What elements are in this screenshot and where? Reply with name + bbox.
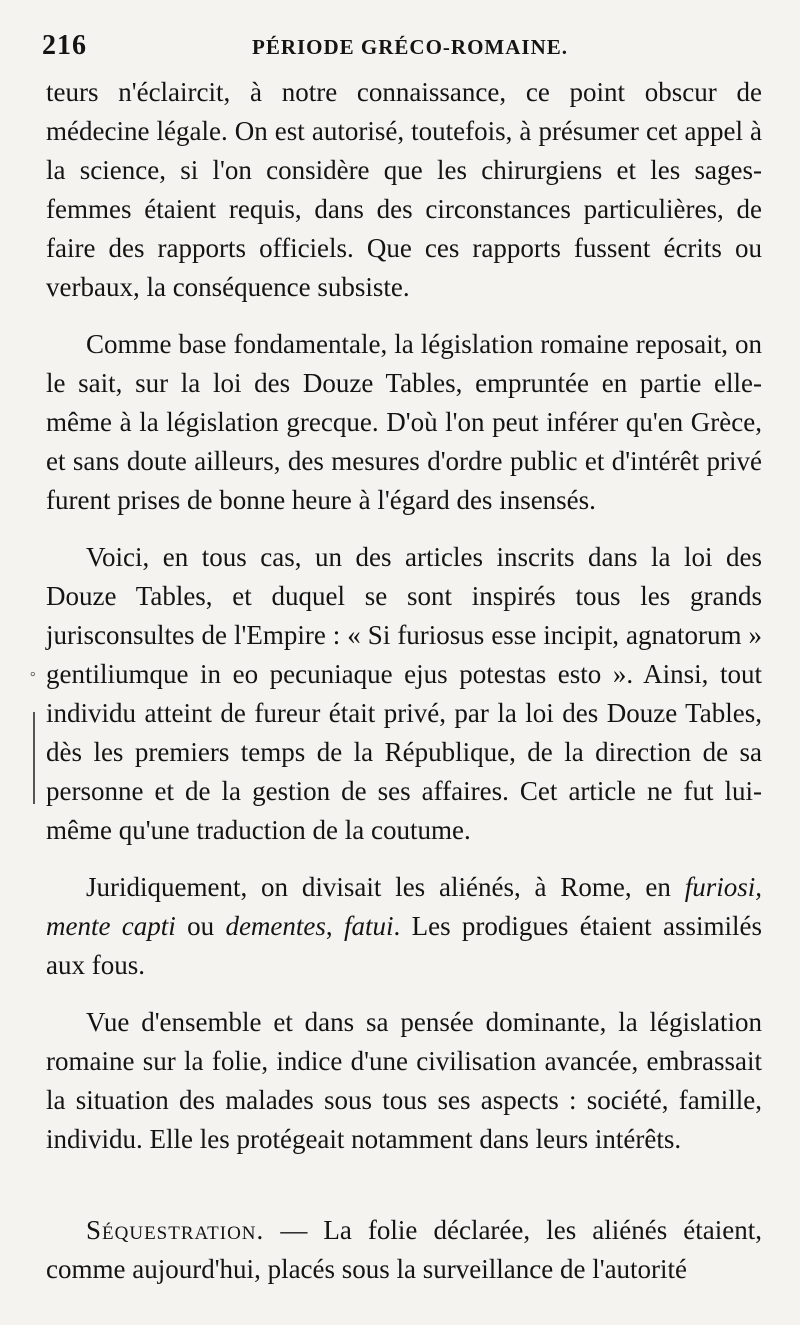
paragraph-sequestration — [46, 1211, 762, 1289]
page-number: 216 — [42, 30, 87, 61]
paragraph-text: Voici, en tous cas, un des articles inscrits dans la loi des Douze Tables, et duquel se sont inspirés tous les grands jurisconsultes de l'Empire : « Si furiosus esse incipit, agnatorum » gentiliumque in eo pecuniaque ejus potestas esto ». Ainsi, tout individu atteint de fureur était privé, par la loi des Douze Tables, dès les premiers temps de la République, de la direction de sa personne et de la gestion de ses affaires. Cet article ne fut lui-même qu'une traduction de la coutume. — [46, 542, 762, 845]
paragraph-text: Vue d'ensemble et dans sa pensée dominante, la législation romaine sur la folie, indice d'une civilisation avancée, embrassait la situation des malades sous tous ses aspects : société, famille, individu. Elle les protégeait notamment dans leurs intérêts. — [46, 1007, 762, 1154]
latin-term: furiosi, mente capti — [46, 872, 762, 941]
section-heading: Séquestration. — [86, 1215, 265, 1245]
margin-mark: ° — [30, 670, 36, 685]
paragraph-juridiquement — [46, 868, 762, 985]
paragraph-text: Comme base fondamentale, la législation romaine reposait, on le sait, sur la loi des Douze Tables, empruntée en partie elle-même à la législation grecque. D'où l'on peut inférer qu'en Grèce, et sans doute ailleurs, des mesures d'ordre public et d'intérêt privé furent prises de bonne heure à l'égard des insensés. — [46, 329, 762, 515]
paragraph-douze-tables — [46, 325, 762, 520]
page-header — [42, 30, 762, 64]
paragraph-text: Juridiquement, on divisait les aliénés, à Rome, en — [86, 872, 685, 902]
paragraph-text: . Les prodigues étaient assimilés aux fous. — [46, 911, 762, 980]
paragraph-text: , — [325, 911, 344, 941]
margin-bracket — [33, 712, 39, 804]
body-text — [46, 73, 762, 1289]
latin-term: dementes — [225, 911, 326, 941]
paragraph-text: ou — [175, 911, 226, 941]
paragraph-text: teurs n'éclaircit, à notre connaissance, ce point obscur de médecine légale. On est autorisé, toutefois, à présumer cet appel à la science, si l'on considère que les chirurgiens et les sages-femmes étaient requis, dans des circonstances particulières, de faire des rapports officiels. Que ces rapports fussent écrits ou verbaux, la conséquence subsiste. — [46, 77, 762, 302]
paragraph-vue-ensemble — [46, 1003, 762, 1159]
paragraph-continuation — [46, 73, 762, 307]
paragraph-text: — La folie déclarée, les aliénés étaient, comme aujourd'hui, placés sous la surveillance de l'autorité — [46, 1215, 762, 1284]
running-head: PÉRIODE GRÉCO-ROMAINE. — [252, 35, 569, 59]
latin-term: fatui — [344, 911, 394, 941]
paragraph-article — [46, 538, 762, 850]
